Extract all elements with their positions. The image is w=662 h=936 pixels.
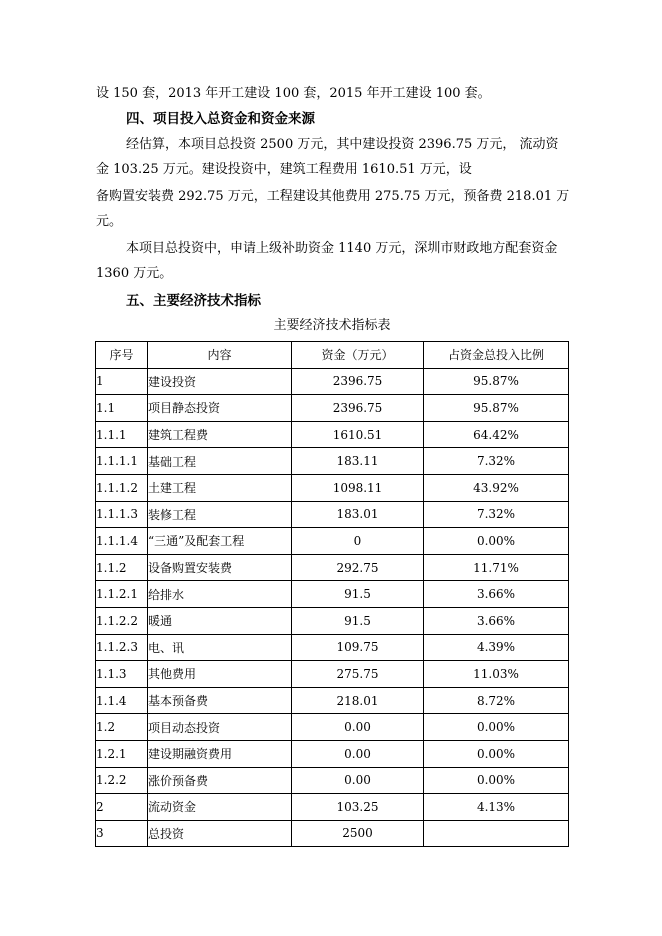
row-content: 建设期融资费用 [148,740,292,767]
paragraph-line-4: 金 103.25 万元。建设投资中，建筑工程费用 1610.51 万元，设 [96,162,472,177]
row-ratio: 0.00% [424,767,569,794]
row-serial-no: 1.1.1 [96,421,148,448]
row-amount: 91.5 [292,607,424,634]
row-amount: 292.75 [292,554,424,581]
row-ratio: 43.92% [424,474,569,501]
paragraph-line-8: 1360 万元。 [96,266,173,281]
paragraph-line-3: 经估算，本项目总投资 2500 万元，其中建设投资 2396.75 万元， 流动资 [126,137,559,152]
row-ratio: 3.66% [424,607,569,634]
row-content: 建筑工程费 [148,421,292,448]
row-amount: 109.75 [292,634,424,661]
table-row [96,421,569,448]
row-serial-no: 1.1.1.3 [96,501,148,528]
row-serial-no: 1.1.2.3 [96,634,148,661]
table-row [96,448,569,475]
row-serial-no: 1.1 [96,395,148,422]
row-amount: 0.00 [292,714,424,741]
row-amount: 1098.11 [292,474,424,501]
row-amount: 2396.75 [292,395,424,422]
row-amount: 218.01 [292,687,424,714]
table-row [96,368,569,395]
table-row [96,661,569,688]
row-content: 涨价预备费 [148,767,292,794]
row-serial-no: 1.1.1.2 [96,474,148,501]
row-ratio: 7.32% [424,501,569,528]
paragraph-line-5: 备购置安装费 292.75 万元，工程建设其他费用 275.75 万元，预备费 218.01 万 [96,189,570,204]
table-row [96,687,569,714]
header-ratio: 占资金总投入比例 [424,342,569,369]
header-content: 内容 [148,342,292,369]
section-heading-4: 四、项目投入总资金和资金来源 [126,111,315,127]
row-serial-no: 1 [96,368,148,395]
row-content: 基本预备费 [148,687,292,714]
row-serial-no: 1.1.1.1 [96,448,148,475]
row-content: 建设投资 [148,368,292,395]
row-ratio: 8.72% [424,687,569,714]
economic-indicators-table [95,341,569,847]
row-serial-no: 1.1.2 [96,554,148,581]
row-content: 设备购置安装费 [148,554,292,581]
row-ratio: 4.39% [424,634,569,661]
row-serial-no: 1.1.4 [96,687,148,714]
paragraph-line-6: 元。 [96,214,123,229]
row-serial-no: 1.2.1 [96,740,148,767]
table-row [96,767,569,794]
row-amount: 183.01 [292,501,424,528]
section-heading-5: 五、主要经济技术指标 [126,293,261,309]
row-content: 基础工程 [148,448,292,475]
row-content: 土建工程 [148,474,292,501]
row-ratio: 0.00% [424,528,569,555]
table-row [96,634,569,661]
row-ratio [424,820,569,847]
row-content: 电、讯 [148,634,292,661]
table-row [96,820,569,847]
table-row [96,501,569,528]
row-content: 流动资金 [148,794,292,821]
row-ratio: 11.03% [424,661,569,688]
table-row [96,528,569,555]
table-row [96,474,569,501]
row-content: 装修工程 [148,501,292,528]
row-amount: 91.5 [292,581,424,608]
row-ratio: 0.00% [424,740,569,767]
row-ratio: 7.32% [424,448,569,475]
row-ratio: 3.66% [424,581,569,608]
row-amount: 0.00 [292,740,424,767]
row-content: 暖通 [148,607,292,634]
row-ratio: 0.00% [424,714,569,741]
row-amount: 0.00 [292,767,424,794]
table-caption: 主要经济技术指标表 [273,318,391,333]
row-serial-no: 1.2 [96,714,148,741]
row-amount: 103.25 [292,794,424,821]
row-serial-no: 3 [96,820,148,847]
row-serial-no: 1.1.1.4 [96,528,148,555]
table-row [96,554,569,581]
paragraph-line-7: 本项目总投资中，申请上级补助资金 1140 万元，深圳市财政地方配套资金 [126,241,558,256]
row-amount: 1610.51 [292,421,424,448]
header-serial-no: 序号 [96,342,148,369]
row-ratio: 95.87% [424,395,569,422]
row-content: 其他费用 [148,661,292,688]
row-content: 项目静态投资 [148,395,292,422]
row-content: “三通”及配套工程 [148,528,292,555]
row-ratio: 11.71% [424,554,569,581]
row-serial-no: 1.2.2 [96,767,148,794]
row-content: 给排水 [148,581,292,608]
row-serial-no: 1.1.2.2 [96,607,148,634]
row-amount: 2396.75 [292,368,424,395]
row-amount: 2500 [292,820,424,847]
row-amount: 183.11 [292,448,424,475]
row-ratio: 64.42% [424,421,569,448]
table-row [96,714,569,741]
header-amount: 资金（万元） [292,342,424,369]
row-serial-no: 1.1.2.1 [96,581,148,608]
row-content: 总投资 [148,820,292,847]
row-serial-no: 1.1.3 [96,661,148,688]
table-row [96,607,569,634]
table-row [96,395,569,422]
table-row [96,740,569,767]
row-content: 项目动态投资 [148,714,292,741]
row-ratio: 4.13% [424,794,569,821]
table-header-row [96,342,569,369]
table-row [96,794,569,821]
row-serial-no: 2 [96,794,148,821]
row-amount: 275.75 [292,661,424,688]
row-amount: 0 [292,528,424,555]
paragraph-line-1: 设 150 套，2013 年开工建设 100 套，2015 年开工建设 100 套。 [96,86,491,101]
table-row [96,581,569,608]
row-ratio: 95.87% [424,368,569,395]
